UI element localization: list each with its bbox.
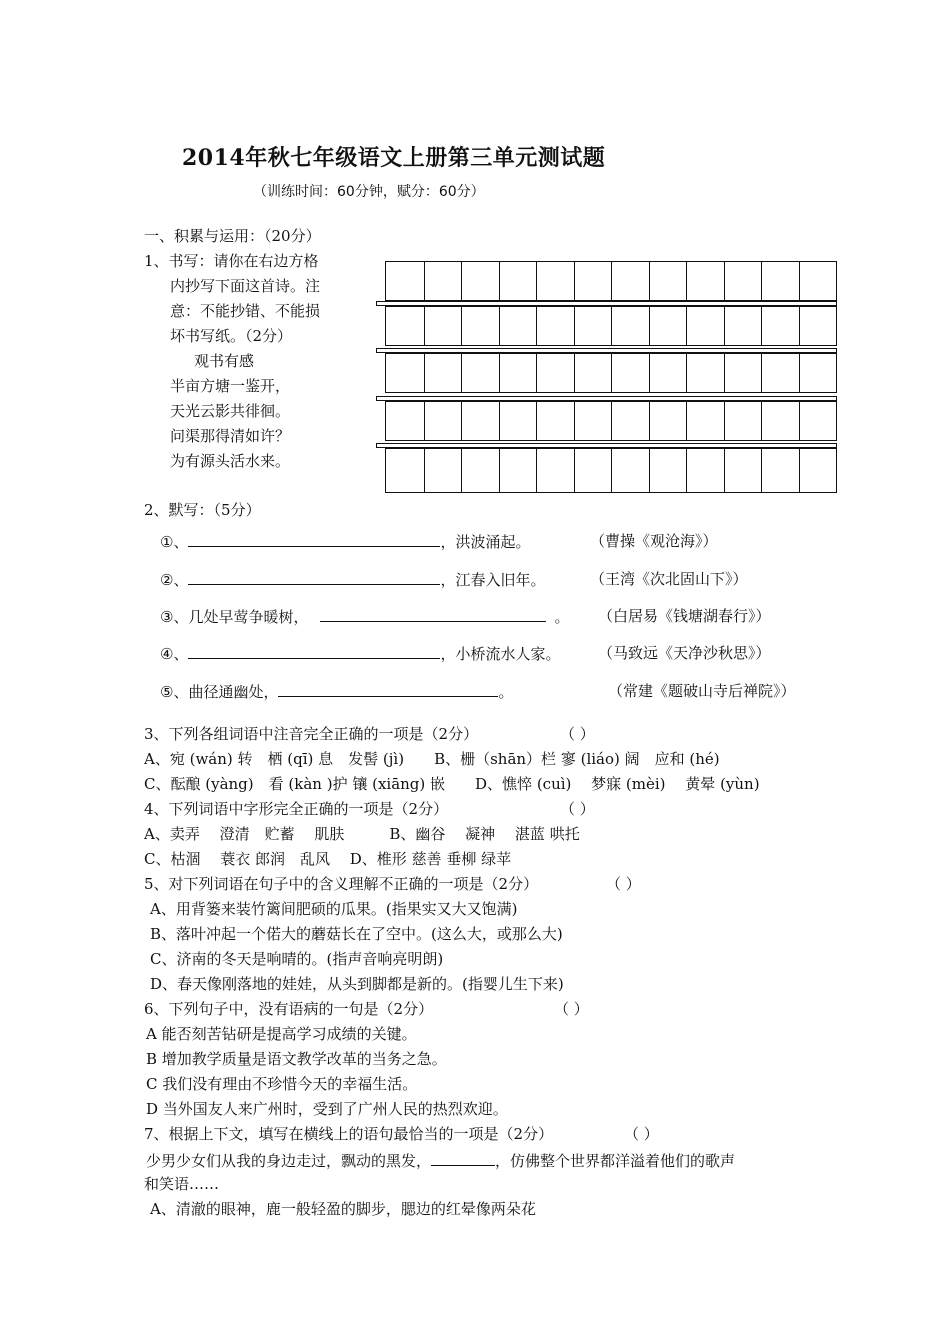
q3-options-row-2: C、酝酿 (yàng) 看 (kàn )护 镶 (xiāng) 嵌 D、憔悴 (cuì) 梦寐 (mèi) 黄晕 (yùn)	[144, 775, 760, 793]
answer-blank[interactable]	[320, 605, 546, 622]
q6-option-c: C 我们没有理由不珍惜今天的幸福生活。	[146, 1075, 418, 1093]
passage-text: ，仿佛整个世界都洋溢着他们的歌声	[495, 1152, 736, 1170]
page-subtitle: （训练时间：60分钟，赋分：60分）	[253, 184, 485, 200]
page-title: 2014年秋七年级语文上册第三单元测试题	[182, 145, 606, 171]
q1-line-1: 1、书写：请你在右边方格	[144, 252, 319, 270]
poem-line-2: 天光云影共徘徊。	[170, 402, 291, 420]
q3-stem: 3、下列各组词语中注音完全正确的一项是（2分）	[144, 725, 479, 743]
recitation-item	[160, 605, 569, 627]
q7-passage	[146, 1149, 735, 1171]
item-number: ②、	[160, 571, 189, 589]
answer-blank[interactable]	[188, 568, 440, 585]
item-source: （常建《题破山寺后禅院》）	[608, 682, 796, 700]
item-text: 。	[498, 683, 514, 701]
q6-option-b: B 增加教学质量是语文教学改革的当务之急。	[146, 1050, 447, 1068]
item-text: ，江春入旧年。	[440, 571, 546, 589]
answer-bracket[interactable]: （ ）	[606, 875, 641, 893]
grid-row	[385, 261, 837, 301]
q6-option-a: A 能否刻苦钻研是提高学习成绩的关键。	[146, 1025, 417, 1043]
item-source: （王湾《次北固山下》）	[590, 570, 748, 588]
grid-row	[385, 448, 837, 493]
q4-stem: 4、下列词语中字形完全正确的一项是（2分）	[144, 800, 449, 818]
q3-options-row-1: A、宛 (wán) 转 栖 (qī) 息 发髻 (jì) B、栅（shān）栏 寥 (liáo) 阔 应和 (hé)	[144, 750, 720, 768]
q7-option-a: A、清澈的眼神，鹿一般轻盈的脚步，腮边的红晕像两朵花	[150, 1200, 536, 1218]
grid-row	[385, 306, 837, 346]
item-source: （马致远《天净沙秋思》）	[598, 644, 771, 662]
item-text: 。	[554, 608, 570, 626]
answer-blank[interactable]	[431, 1149, 495, 1166]
grid-row	[385, 401, 837, 441]
q1-line-2: 内抄写下面这首诗。注	[170, 277, 321, 295]
q6-stem: 6、下列句子中，没有语病的一句是（2分）	[144, 1000, 434, 1018]
item-number: ④、	[160, 645, 189, 663]
answer-bracket[interactable]: （ ）	[554, 1000, 589, 1018]
q4-options-row-2: C、枯涸 蓑衣 郎润 乱风 D、椎形 慈善 垂柳 绿苹	[144, 850, 512, 868]
section-heading: 一、积累与运用：（20分）	[144, 227, 321, 245]
recitation-item	[160, 568, 545, 590]
answer-bracket[interactable]: （ ）	[560, 725, 595, 743]
item-text: ，洪波涌起。	[440, 533, 531, 551]
q5-stem: 5、对下列词语在句子中的含义理解不正确的一项是（2分）	[144, 875, 539, 893]
recitation-item	[160, 642, 560, 664]
answer-bracket[interactable]: （ ）	[624, 1125, 659, 1143]
answer-blank[interactable]	[188, 642, 440, 659]
q1-line-3: 意：不能抄错、不能损	[170, 302, 321, 320]
answer-bracket[interactable]: （ ）	[560, 800, 595, 818]
recitation-item	[160, 530, 530, 552]
q7-passage-line-2: 和笑语……	[144, 1175, 220, 1193]
item-text: 几处早莺争暖树，	[188, 608, 309, 626]
item-number: ③、	[160, 608, 189, 626]
item-text: ，小桥流水人家。	[440, 645, 561, 663]
poem-title: 观书有感	[194, 352, 255, 370]
grid-row	[385, 353, 837, 393]
item-source: （白居易《钱塘湖春行》）	[598, 607, 771, 625]
poem-line-3: 问渠那得清如许？	[170, 427, 291, 445]
answer-blank[interactable]	[278, 680, 498, 697]
item-source: （曹操《观沧海》）	[590, 532, 718, 550]
q2-heading: 2、默写：（5分）	[144, 501, 261, 519]
q5-option-d: D、春天像刚落地的娃娃，从头到脚都是新的。(指婴儿生下来)	[150, 975, 564, 993]
q1-line-4: 坏书写纸。（2分）	[170, 327, 293, 345]
q4-options-row-1: A、卖弄 澄清 贮蓄 肌肤 B、幽谷 凝神 湛蓝 哄托	[144, 825, 580, 843]
recitation-item	[160, 680, 513, 702]
q5-option-a: A、用背篓来装竹篱间肥硕的瓜果。(指果实又大又饱满)	[150, 900, 518, 918]
poem-line-4: 为有源头活水来。	[170, 452, 291, 470]
poem-line-1: 半亩方塘一鉴开，	[170, 377, 291, 395]
q5-option-c: C、济南的冬天是响晴的。(指声音响亮明朗)	[150, 950, 444, 968]
q7-stem: 7、根据上下文，填写在横线上的语句最恰当的一项是（2分）	[144, 1125, 554, 1143]
q5-option-b: B、落叶冲起一个偌大的蘑菇长在了空中。(这么大，或那么大)	[150, 925, 563, 943]
item-number: ⑤、	[160, 683, 189, 701]
item-number: ①、	[160, 533, 189, 551]
q6-option-d: D 当外国友人来广州时，受到了广州人民的热烈欢迎。	[146, 1100, 508, 1118]
item-text: 曲径通幽处，	[188, 683, 279, 701]
answer-blank[interactable]	[188, 530, 440, 547]
passage-text: 少男少女们从我的身边走过，飘动的黑发，	[146, 1152, 432, 1170]
